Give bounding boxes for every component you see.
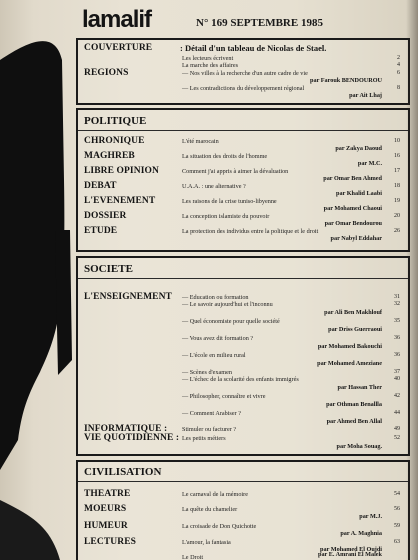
page-number: 59 bbox=[394, 523, 400, 529]
politique-box bbox=[76, 108, 410, 252]
section-title: CIVILISATION bbox=[84, 466, 162, 478]
section-label: DOSSIER bbox=[84, 211, 127, 221]
page-number: 18 bbox=[394, 183, 400, 189]
page-number: 54 bbox=[394, 491, 400, 497]
page-number: 4 bbox=[397, 62, 400, 68]
author: par E. Amrani El Malek bbox=[318, 551, 382, 558]
section-label: VIE QUOTIDIENNE : bbox=[84, 433, 180, 443]
author: par Mohamed Ameziane bbox=[317, 360, 382, 367]
page-number: 36 bbox=[394, 352, 400, 358]
section-label: DEBAT bbox=[84, 181, 117, 191]
author: par Hassan Ther bbox=[337, 384, 382, 391]
societe-box bbox=[76, 256, 410, 456]
article-title: La croisade de Don Quichotte bbox=[182, 523, 257, 530]
author: par Othman Benallla bbox=[326, 401, 382, 408]
issue-line: N° 169 SEPTEMBRE 1985 bbox=[196, 17, 323, 29]
page-number: 35 bbox=[394, 318, 400, 324]
article-title: — Education ou formation bbox=[182, 294, 249, 301]
article-title: L'été marocain bbox=[182, 138, 219, 145]
top-box bbox=[76, 38, 410, 105]
page-number: 40 bbox=[394, 376, 400, 382]
section-label: THEATRE bbox=[84, 489, 131, 499]
masthead bbox=[76, 6, 406, 36]
article-title: La protection des individus entre la politique et le droit bbox=[182, 228, 319, 235]
article-title: — Philosopher, connaître et vivre bbox=[182, 393, 266, 400]
page-number: 63 bbox=[394, 539, 400, 545]
author: par A. Maghnia bbox=[340, 530, 382, 537]
author: par Zakya Daoud bbox=[335, 145, 382, 152]
article-title: — Scènes d'examen bbox=[182, 369, 232, 376]
author: par Farouk BENDOUROU bbox=[310, 77, 382, 84]
section-label: HUMEUR bbox=[84, 521, 128, 531]
author: par Ahmed Ben Allal bbox=[326, 418, 382, 425]
page-number: 52 bbox=[394, 435, 400, 441]
article-title: Les petits métiers bbox=[182, 435, 226, 442]
page-number: 37 bbox=[394, 369, 400, 375]
section-label: LECTURES bbox=[84, 537, 137, 547]
section-title: POLITIQUE bbox=[84, 115, 147, 127]
article-title: Le carnaval de la mémoire bbox=[182, 491, 248, 498]
article-title: — Quel économiste pour quelle société bbox=[182, 318, 280, 325]
author: par M.J. bbox=[359, 513, 382, 520]
article-title: U.A.A. : une alternative ? bbox=[182, 183, 246, 190]
section-label: ETUDE bbox=[84, 226, 118, 236]
page-number: 6 bbox=[397, 70, 400, 76]
article-title: La situation des droits de l'homme bbox=[182, 153, 268, 160]
article-title: — Comment Arabiser ? bbox=[182, 410, 241, 417]
page-number: 2 bbox=[397, 55, 400, 61]
article-title: — Le savoir aujourd'hui et l'inconnu bbox=[182, 301, 273, 308]
regions-label: REGIONS bbox=[84, 68, 129, 78]
article-title: L'amour, la fantasia bbox=[182, 539, 231, 546]
page-number: 10 bbox=[394, 138, 400, 144]
article-title: Stimuler ou facturer ? bbox=[182, 426, 237, 433]
author: par Mohamed El Oujdi bbox=[320, 546, 382, 553]
page-number: 49 bbox=[394, 426, 400, 432]
civilisation-box bbox=[76, 460, 410, 560]
article-title: La quête du chamelier bbox=[182, 506, 238, 513]
author: par Nabyl Eddahar bbox=[330, 235, 382, 242]
regions-item: — Nos villes à la recherche d'un autre cadre de vie bbox=[182, 70, 308, 77]
article-title: Comment j'ai appris à aimer la dévaluation bbox=[182, 168, 289, 175]
page-number: 26 bbox=[394, 228, 400, 234]
section-label: LIBRE OPINION bbox=[84, 166, 159, 176]
page-number: 31 bbox=[394, 294, 400, 300]
section-label: MOEURS bbox=[84, 504, 127, 514]
divider bbox=[78, 130, 408, 131]
author: par Khalid Laabi bbox=[336, 190, 382, 197]
author: par Mohamed Bakouchi bbox=[317, 343, 382, 350]
author: par Ait Lhaj bbox=[349, 92, 382, 99]
author: par Moha Souag. bbox=[336, 443, 382, 450]
page-number: 56 bbox=[394, 506, 400, 512]
page-number: 17 bbox=[394, 168, 400, 174]
couverture-item: La marche des affaires bbox=[182, 62, 239, 69]
article-title: — L'échec de la scolarité des enfants immigrés bbox=[182, 376, 299, 383]
section-label: CHRONIQUE bbox=[84, 136, 145, 146]
logo: lamalif bbox=[82, 6, 152, 33]
page-number: 8 bbox=[397, 85, 400, 91]
section-label: L'EVENEMENT bbox=[84, 196, 156, 206]
regions-item: — Les contradictions du développement régional bbox=[182, 85, 305, 92]
author: par Mohamed Chaoui bbox=[323, 205, 382, 212]
author: par Omar Ben Ahmed bbox=[323, 175, 382, 182]
article-title: — L'école en milieu rural bbox=[182, 352, 246, 359]
page-number: 19 bbox=[394, 198, 400, 204]
section-label: INFORMATIQUE : bbox=[84, 424, 168, 434]
divider bbox=[78, 278, 408, 279]
author: par Driss Guerraoui bbox=[328, 326, 382, 333]
page-number: 44 bbox=[394, 410, 400, 416]
page-number: 32 bbox=[394, 301, 400, 307]
section-title: SOCIETE bbox=[84, 263, 133, 275]
divider bbox=[78, 481, 408, 482]
couverture-item: Les lecteurs écrivent bbox=[182, 55, 234, 62]
author: par Ali Ben Makhlouf bbox=[324, 309, 382, 316]
article-title: — Vous avez dit formation ? bbox=[182, 335, 254, 342]
page-edge-shadow bbox=[406, 0, 418, 560]
page-number: 16 bbox=[394, 153, 400, 159]
article-title: Le Droit bbox=[182, 554, 204, 560]
article-title: Les raisons de la crise tuniso-libyenne bbox=[182, 198, 277, 205]
page-number: 36 bbox=[394, 335, 400, 341]
author: par M.C. bbox=[357, 160, 382, 167]
couverture-title: : Détail d'un tableau de Nicolas de Stael. bbox=[180, 43, 327, 53]
article-title: La conception islamiste du pouvoir bbox=[182, 213, 270, 220]
page-number: 42 bbox=[394, 393, 400, 399]
page-number: 20 bbox=[394, 213, 400, 219]
section-label: L'ENSEIGNEMENT bbox=[84, 292, 172, 302]
couverture-label: COUVERTURE bbox=[84, 43, 153, 53]
author: par Omar Bendourou bbox=[324, 220, 382, 227]
section-label: MAGHREB bbox=[84, 151, 135, 161]
